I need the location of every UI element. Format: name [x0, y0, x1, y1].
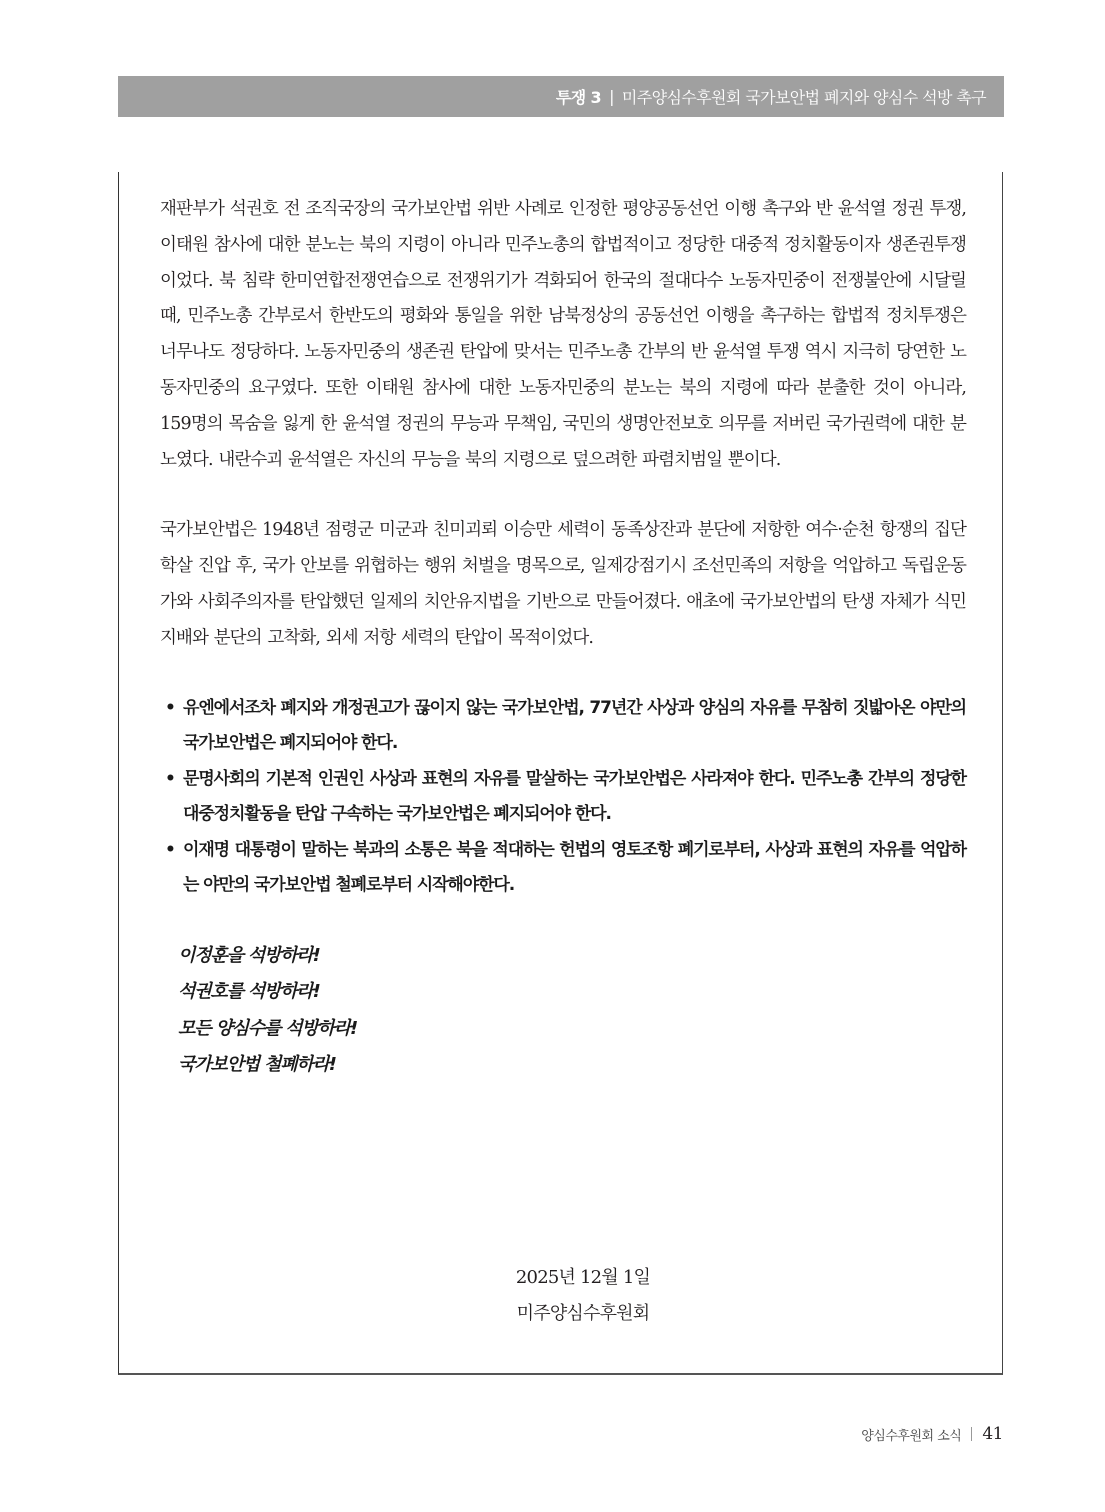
slogans: [178, 938, 966, 1084]
slogan: 국가보안법 철폐하라!: [178, 1054, 336, 1076]
page-number: 41: [982, 1424, 1003, 1444]
list-item: [165, 833, 966, 904]
header-separator: |: [609, 87, 614, 106]
slogan: 석권호를 석방하라!: [178, 981, 320, 1003]
signature-organization: 미주양심수후원회: [516, 1303, 650, 1324]
bullet-icon: •: [165, 768, 175, 789]
signature-block: [160, 1260, 966, 1332]
bullet-icon: •: [165, 697, 175, 718]
article-body: [160, 192, 966, 1324]
demands-list: [160, 691, 966, 904]
header-title: 미주양심수후원회 국가보안법 폐지와 양심수 석방 촉구: [621, 88, 986, 107]
bullet-icon: •: [165, 839, 175, 860]
page-footer: [861, 1424, 1003, 1444]
paragraph: 재판부가 석권호 전 조직국장의 국가보안법 위반 사례로 인정한 평양공동선언 이행 촉구와 반 윤석열 정권 투쟁, 이태원 참사에 대한 분노는 북의 지령이 아니라 민주노총의 합법적이고 정당한 대중적 정치활동이자 생존권투쟁이었다. 북 침략 한미연합전쟁연습으로 전쟁위기가 격화되어 한국의 절대다수 노동자민중이 전쟁불안에 시달릴 때, 민주노총 간부로서 한반도의 평화와 통일을 위한 남북정상의 공동선언 이행을 촉구하는 합법적 정치투쟁은 너무나도 정당하다. 노동자민중의 생존권 탄압에 맞서는 민주노총 간부의 반 윤석열 투쟁 역시 지극히 당연한 노동자민중의 요구였다. 또한 이태원 참사에 대한 노동자민중의 분노는 북의 지령에 따라 분출한 것이 아니라, 159명의 목숨을 잃게 한 윤석열 정권의 무능과 무책임, 국민의 생명안전보호 의무를 저버린 국가권력에 대한 분노였다. 내란수괴 윤석열은 자신의 무능을 북의 지령으로 덮으려한 파렴치범일 뿐이다.: [160, 199, 966, 470]
footer-divider: [971, 1427, 972, 1441]
list-item-text: 이재명 대통령이 말하는 북과의 소통은 북을 적대하는 헌법의 영토조항 폐기로부터, 사상과 표현의 자유를 억압하는 야만의 국가보안법 철폐로부터 시작해야한다.: [183, 839, 966, 896]
paragraph: 국가보안법은 1948년 점령군 미군과 친미괴뢰 이승만 세력이 동족상잔과 분단에 저항한 여수·순천 항쟁의 집단학살 진압 후, 국가 안보를 위협하는 행위 처벌을 명목으로, 일제강점기시 조선민족의 저항을 억압하고 독립운동가와 사회주의자를 탄압했던 일제의 치안유지법을 기반으로 만들어졌다. 애초에 국가보안법의 탄생 자체가 식민지배와 분단의 고착화, 외세 저항 세력의 탄압이 목적이었다.: [160, 520, 966, 648]
header-section-label: 투쟁 3: [555, 88, 602, 107]
signature-date: 2025년 12월 1일: [515, 1267, 651, 1288]
list-item: [165, 691, 966, 762]
running-header: [118, 76, 1004, 117]
list-item-text: 유엔에서조차 폐지와 개정권고가 끊이지 않는 국가보안법, 77년간 사상과 양심의 자유를 무참히 짓밟아온 야만의 국가보안법은 폐지되어야 한다.: [183, 697, 966, 754]
list-item-text: 문명사회의 기본적 인권인 사상과 표현의 자유를 말살하는 국가보안법은 사라져야 한다. 민주노총 간부의 정당한 대중정치활동을 탄압 구속하는 국가보안법은 폐지되어야 한다.: [183, 768, 966, 825]
slogan: 모든 양심수를 석방하라!: [178, 1017, 358, 1039]
slogan: 이정훈을 석방하라!: [178, 944, 320, 966]
publication-name: 양심수후원회 소식: [861, 1428, 962, 1444]
list-item: [165, 762, 966, 833]
